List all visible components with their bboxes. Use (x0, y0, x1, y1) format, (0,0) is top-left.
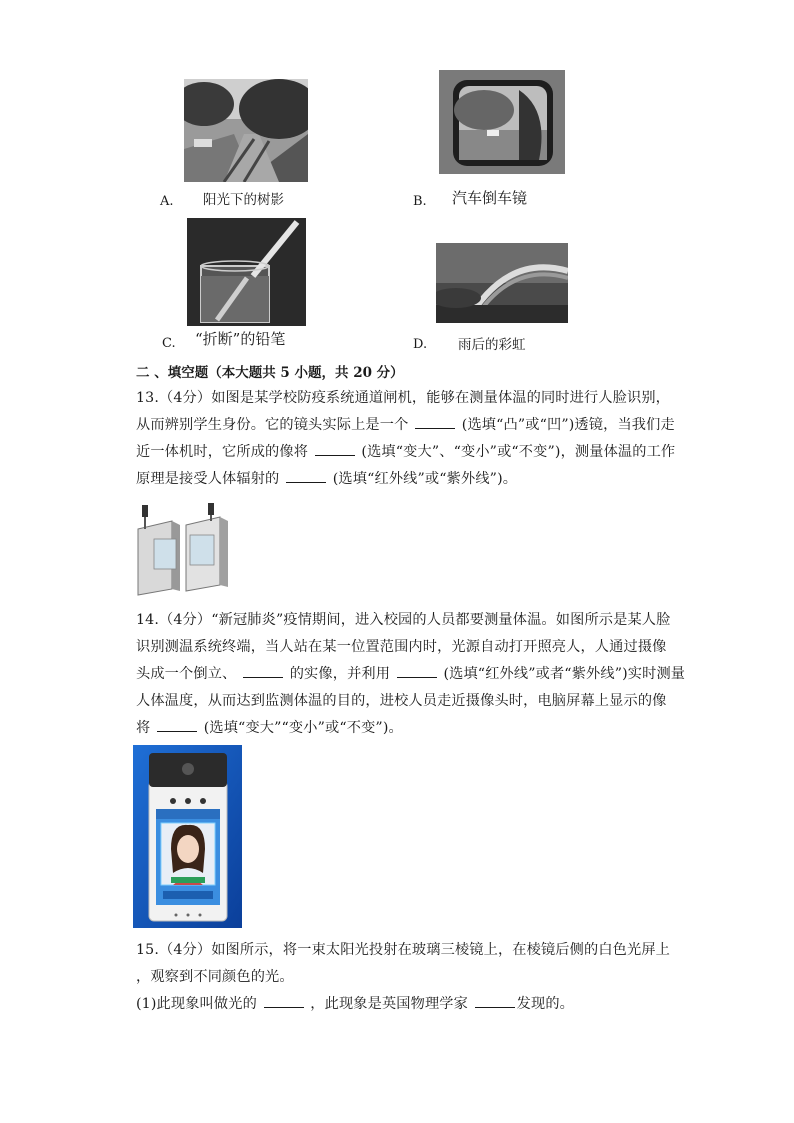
q14-line-5: 将 (选填“变大”“变小”或“不变”)。 (136, 720, 403, 736)
q13-blank-3[interactable] (286, 470, 326, 483)
option-c-letter: C. (162, 336, 176, 351)
q13-blank-1[interactable] (415, 416, 455, 429)
q14-line-4: 人体温度，从而达到监测体温的目的，进校人员走近摄像头时，电脑屏幕上显示的像 (136, 693, 667, 709)
q13-blank-2[interactable] (315, 443, 355, 456)
photo-gate-machine (134, 499, 230, 597)
option-a-letter: A. (160, 194, 174, 209)
option-b-letter: B. (413, 194, 427, 209)
photo-tree-shadow (184, 79, 308, 182)
q13-line-2: 从而辨别学生身份。它的镜头实际上是一个 (选填“凸”或“凹”)透镜，当我们走 (136, 417, 675, 433)
q14-blank-1[interactable] (243, 665, 283, 678)
q13-line-1: 13.（4分）如图是某学校防疫系统通道闸机，能够在测量体温的同时进行人脸识别， (136, 390, 671, 406)
q15-line-1: 15.（4分）如图所示，将一束太阳光投射在玻璃三棱镜上，在棱镜后侧的白色光屏上 (136, 942, 671, 958)
section-title: 二 、填空题（本大题共 5 小题，共 20 分） (136, 365, 404, 381)
option-d-caption: 雨后的彩虹 (458, 337, 526, 353)
q15-line-3: (1)此现象叫做光的 ，此现象是英国物理学家 发现的。 (136, 996, 575, 1012)
q13-line-3: 近一体机时，它所成的像将 (选填“变大”、“变小”或“不变”)，测量体温的工作 (136, 444, 676, 460)
photo-broken-pencil (187, 218, 306, 326)
photo-car-mirror (439, 70, 565, 174)
photo-rainbow (436, 243, 568, 323)
q14-line-1: 14.（4分）“新冠肺炎”疫情期间，进入校园的人员都要测量体温。如图所示是某人脸 (136, 612, 671, 628)
photo-face-terminal (133, 745, 242, 928)
q13-line-4: 原理是接受人体辐射的 (选填“红外线”或“紫外线”)。 (136, 471, 518, 487)
option-c-caption: “折断”的铅笔 (195, 330, 286, 348)
q15-blank-2[interactable] (475, 995, 515, 1008)
option-b-caption: 汽车倒车镜 (452, 189, 528, 207)
q14-blank-3[interactable] (157, 719, 197, 732)
q14-line-2: 识别测温系统终端，当人站在某一位置范围内时，光源自动打开照亮人，人通过摄像 (136, 639, 667, 655)
option-a-caption: 阳光下的树影 (203, 192, 284, 208)
q14-line-3: 头成一个倒立、 的实像，并利用 (选填“红外线”或者“紫外线”)实时测量 (136, 666, 686, 682)
q14-blank-2[interactable] (397, 665, 437, 678)
q15-line-2: ，观察到不同颜色的光。 (136, 969, 294, 985)
q15-blank-1[interactable] (264, 995, 304, 1008)
option-d-letter: D. (413, 337, 428, 352)
